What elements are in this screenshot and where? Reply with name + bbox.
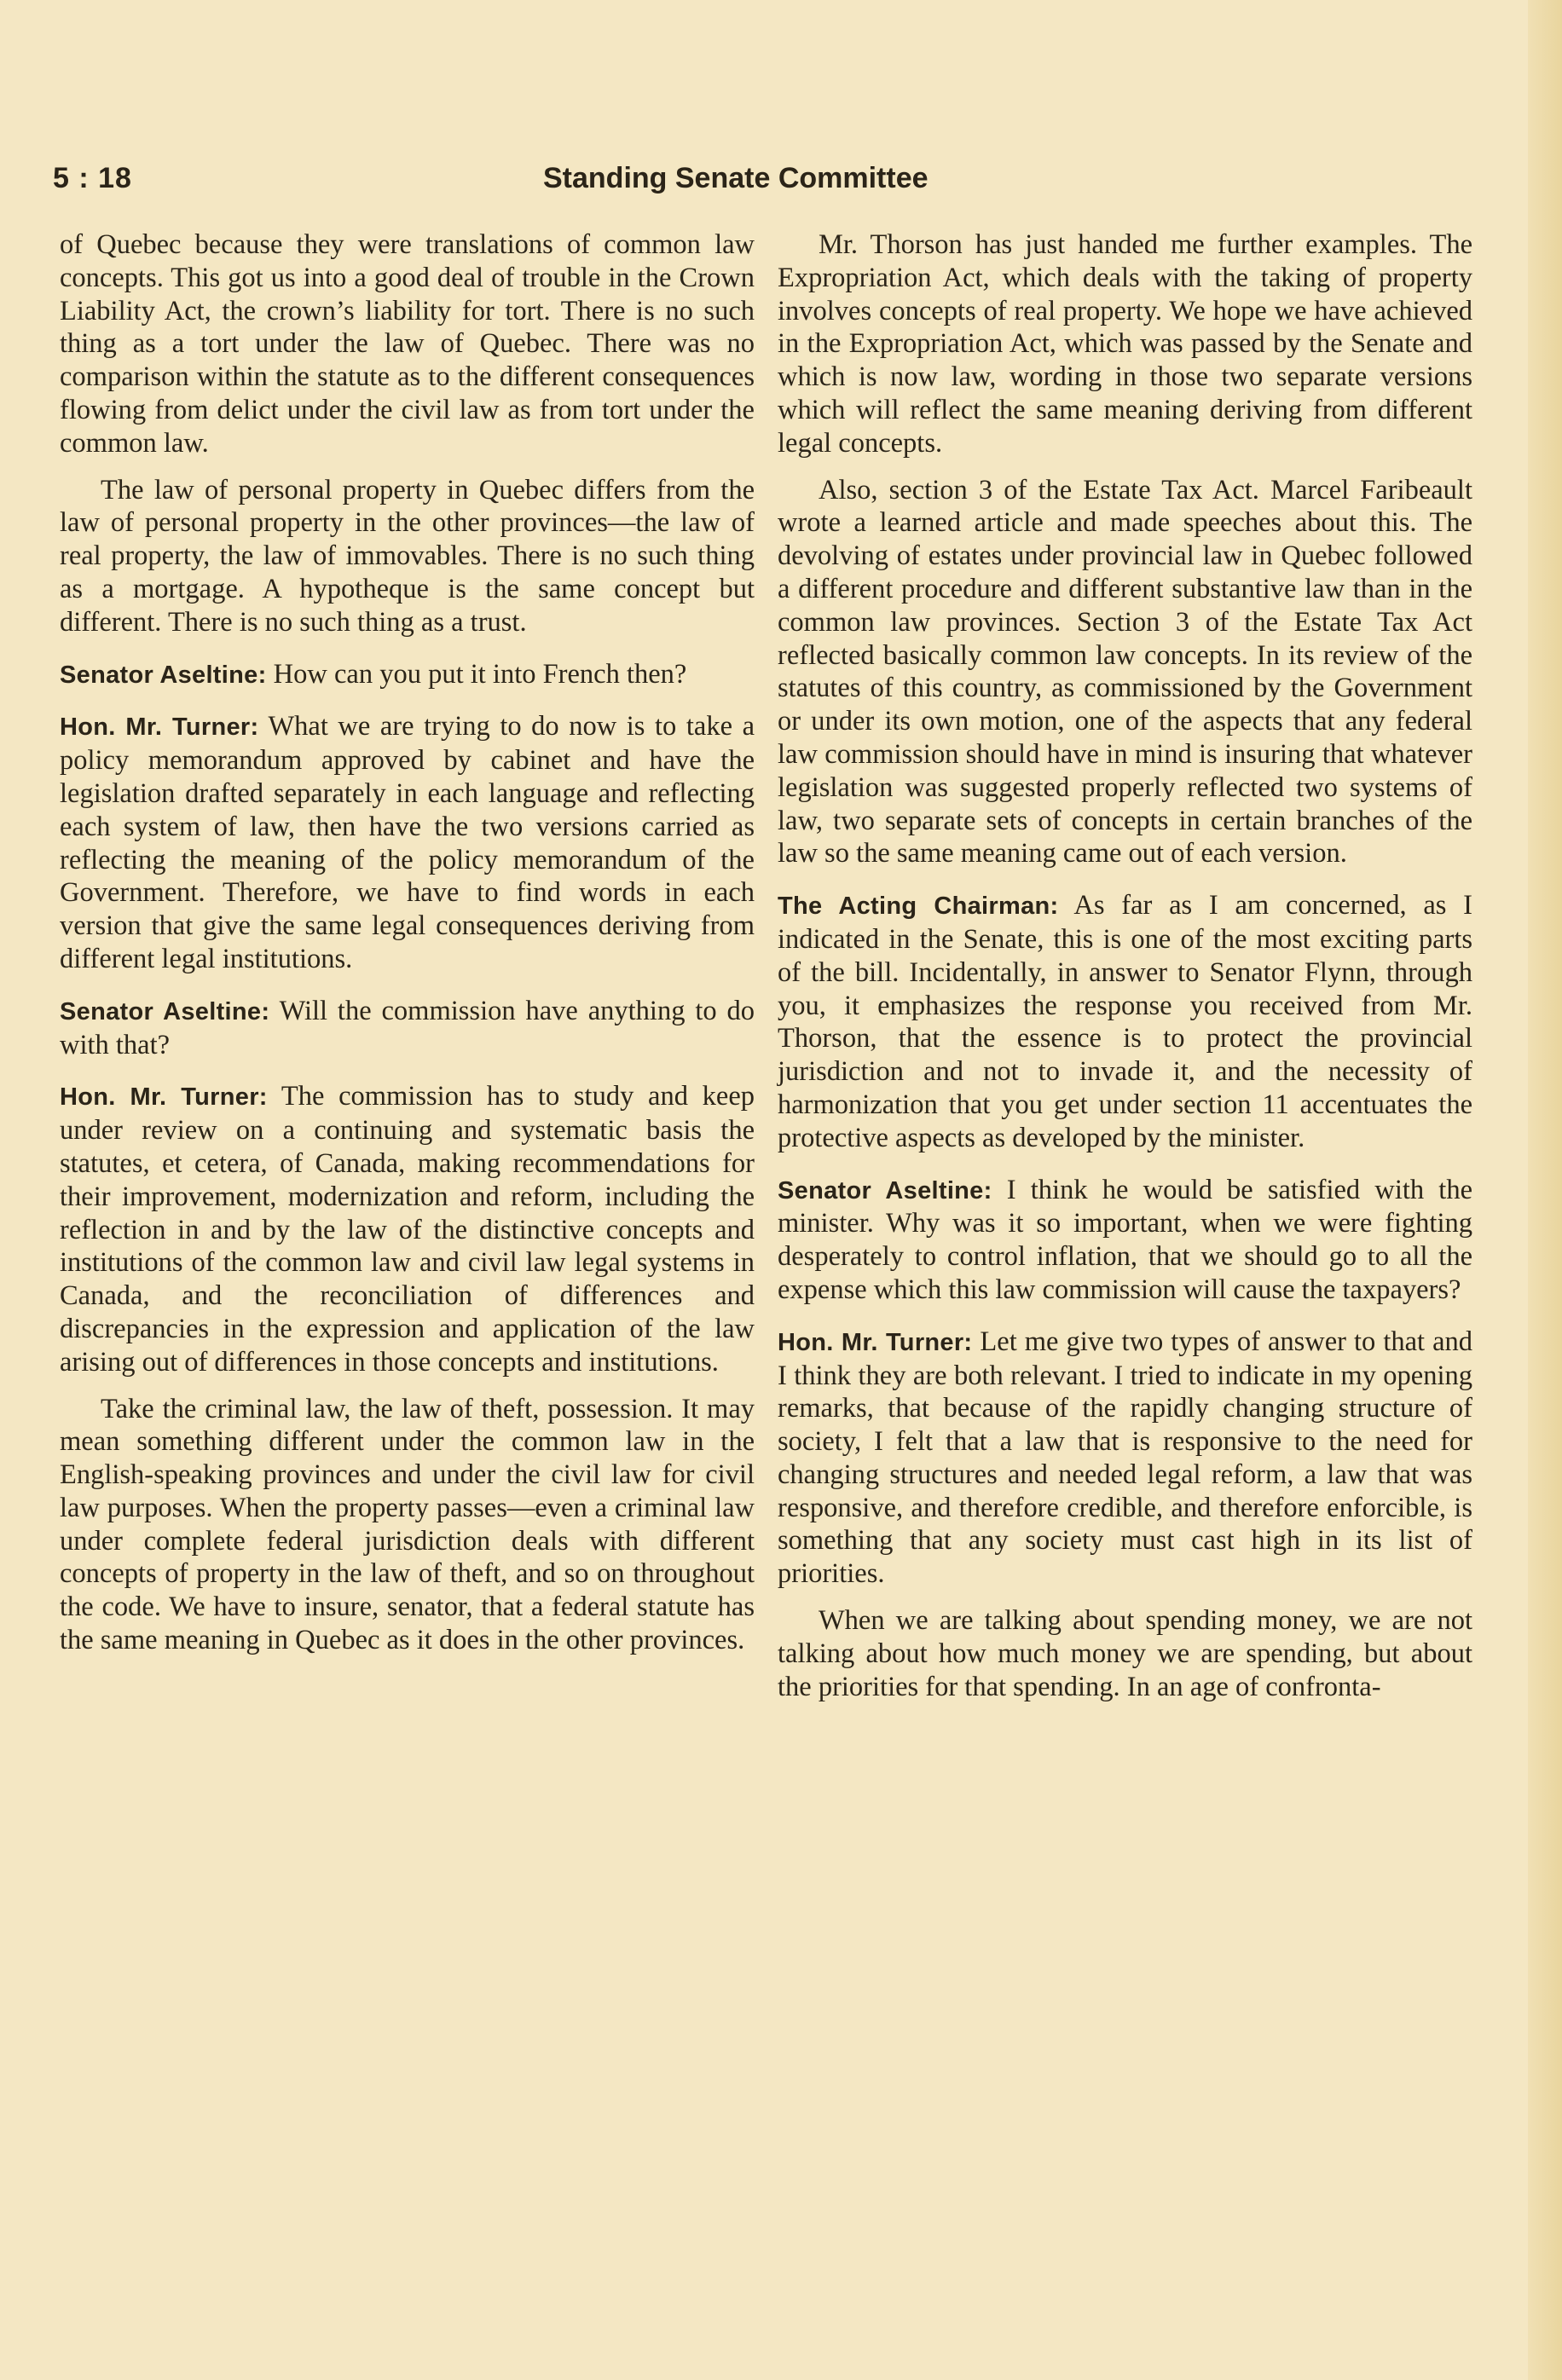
speech-paragraph: [778, 1326, 1472, 1591]
speech-text: Will the commission have anything to do with that?: [60, 995, 755, 1060]
speech-paragraph: [60, 995, 755, 1062]
speech-paragraph: [778, 1174, 1472, 1307]
speech-text: What we are trying to do now is to take a policy memorandum approved by cabinet and have the legislation drafted separately in each language and reflecting each system of law, then have the two versions carried as reflecting the meaning of the policy memorandum of the Government. Therefore, we have to find words in each version that give the same legal consequences deriving from different legal institutions.: [60, 711, 755, 974]
left-column: [60, 228, 755, 1671]
running-title: Standing Senate Committee: [543, 162, 929, 194]
speech-paragraph: [60, 1080, 755, 1378]
speaker-name: Hon. Mr. Turner:: [60, 1083, 268, 1112]
paragraph: The law of personal property in Quebec differs from the law of personal property in the other provinces—the law of real property, the law of immovables. There is no such thing as a mortgage. A hypotheque is the same concept but different. There is no such thing as a trust.: [60, 474, 755, 638]
speech-paragraph: [60, 658, 755, 692]
speaker-name: Hon. Mr. Turner:: [778, 1328, 973, 1356]
speaker-name: Senator Aseltine:: [60, 661, 267, 689]
page-edge: [1528, 0, 1562, 2380]
speaker-name: The Acting Chairman:: [778, 892, 1059, 921]
speech-paragraph: [60, 710, 755, 975]
page-number: 5 : 18: [53, 162, 132, 194]
paragraph: When we are talking about spending money, we are not talking about how much money we are spending, but about the priorities for that spending. In an age of confronta-: [778, 1605, 1472, 1702]
speaker-name: Senator Aseltine:: [778, 1176, 992, 1204]
speaker-name: Senator Aseltine:: [60, 997, 270, 1025]
speech-text: As far as I am concerned, as I indicated in the Senate, this is one of the most exciting parts of the bill. Incidentally, in answer to Senator Flynn, through you, it emphasizes the response you received from Mr. Thorson, that the essence is to protect the provincial jurisdiction and not to invade it, and the necessity of harmonization that you get under section 11 accentuates the protective aspects as developed by the minister.: [778, 890, 1472, 1153]
right-column: [778, 228, 1472, 1717]
page-header: [53, 162, 1468, 213]
speech-text: The commission has to study and keep under review on a continuing and systematic basis the statutes, et cetera, of Canada, making recommendations for their improvement, modernization and reform, including the reflection in and by the law of the distinctive concepts and institutions of the common law and civil law legal systems in Canada, and the reconciliation of differences and discrepancies in the expression and application of the law arising out of differences in those concepts and institutions.: [60, 1081, 755, 1378]
speech-text: I think he would be satisfied with the minister. Why was it so important, when we were fighting desperately to control inflation, that we should go to all the expense which this law commission will cause the taxpayers?: [778, 1174, 1473, 1305]
paragraph: Also, section 3 of the Estate Tax Act. Marcel Faribeault wrote a learned article and made speeches about this. The devolving of estates under provincial law in Quebec followed a different procedure and different substantive law than in the common law provinces. Section 3 of the Estate Tax Act reflected basically common law concepts. In its review of the statutes of this country, as commissioned by the Government or under its own motion, one of the aspects that any federal law commission should have in mind is insuring that whatever legislation was suggested properly reflected two systems of law, two separate sets of concepts in certain branches of the law so the same meaning came out of each version.: [778, 474, 1472, 869]
paragraph: Mr. Thorson has just handed me further examples. The Expropriation Act, which deals with the taking of property involves concepts of real property. We hope we have achieved in the Expropriation Act, which was passed by the Senate and which is now law, wording in those two separate versions which will reflect the same meaning deriving from different legal concepts.: [778, 229, 1472, 459]
speech-text: Let me give two types of answer to that and I think they are both relevant. I tried to indicate in my opening remarks, that because of the rapidly changing structure of society, I felt that a law that is responsive to the need for changing structures and needed legal reform, a law that was responsive, and therefore credible, and therefore enforcible, is something that any society must cast high in its list of priorities.: [778, 1326, 1473, 1590]
paragraph: of Quebec because they were translations of common law concepts. This got us into a good deal of trouble in the Crown Liability Act, the crown’s liability for tort. There is no such thing as a tort under the law of Quebec. There was no comparison within the statute as to the different consequences flowing from delict under the civil law as from tort under the common law.: [60, 229, 755, 459]
paragraph: Take the criminal law, the law of theft, possession. It may mean something different under the common law in the English-speaking provinces and under the civil law for civil law purposes. When the property passes—even a criminal law under complete federal jurisdiction deals with different concepts of property in the law of theft, and so on throughout the code. We have to insure, senator, that a federal statute has the same meaning in Quebec as it does in the other provinces.: [60, 1393, 755, 1656]
speech-paragraph: [778, 889, 1472, 1154]
speaker-name: Hon. Mr. Turner:: [60, 713, 259, 742]
speech-text: How can you put it into French then?: [273, 658, 687, 690]
